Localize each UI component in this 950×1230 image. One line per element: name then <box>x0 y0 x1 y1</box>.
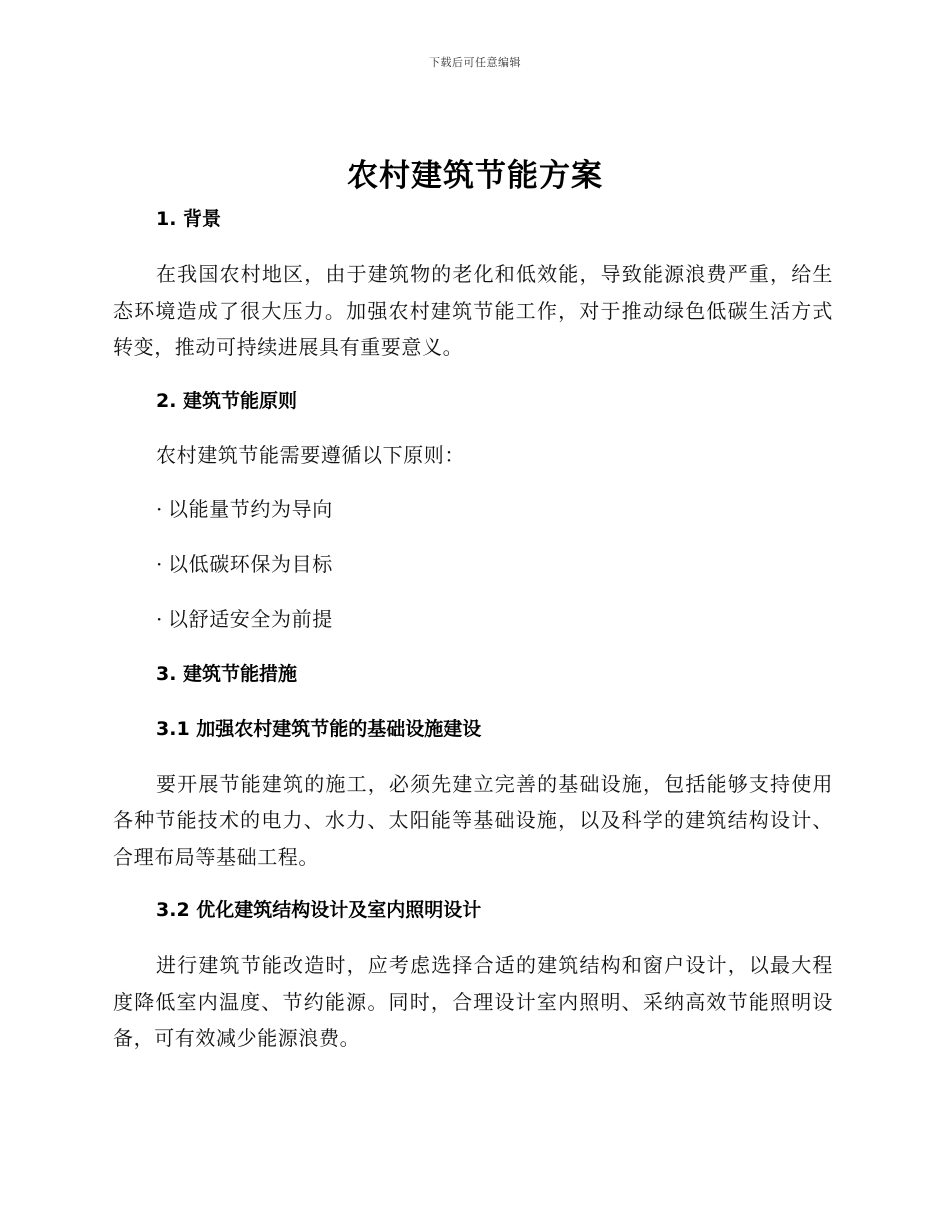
bullet-item <box>113 549 833 579</box>
bullet-dot-icon: · <box>156 496 163 521</box>
bullet-dot-icon: · <box>156 551 163 576</box>
section-3-2-paragraph: 进行建筑节能改造时，应考虑选择合适的建筑结构和窗户设计，以最大程度降低室内温度、节约能源。同时，合理设计室内照明、采纳高效节能照明设备，可有效减少能源浪费。 <box>113 953 833 1050</box>
header-note: 下载后可任意编辑 <box>429 56 521 69</box>
section-3-1-paragraph: 要开展节能建筑的施工，必须先建立完善的基础设施，包括能够支持使用各种节能技术的电力、水力、太阳能等基础设施，以及科学的建筑结构设计、合理布局等基础工程。 <box>113 771 833 869</box>
section-2-intro: 农村建筑节能需要遵循以下原则： <box>156 442 465 467</box>
bullet-dot-icon: · <box>156 606 163 631</box>
section-2-heading: 2. 建筑节能原则 <box>156 389 298 412</box>
bullet-item-label: 以舒适安全为前提 <box>168 606 333 631</box>
bullet-item-label: 以能量节约为导向 <box>168 496 333 521</box>
bullet-item <box>113 494 833 524</box>
bullet-item <box>113 604 833 634</box>
section-3-1-heading: 3.1 加强农村建筑节能的基础设施建设 <box>156 717 482 740</box>
section-1-paragraph: 在我国农村地区，由于建筑物的老化和低效能，导致能源浪费严重，给生态环境造成了很大压力。加强农村建筑节能工作，对于推动绿色低碳生活方式转变，推动可持续进展具有重要意义。 <box>113 262 833 359</box>
document-body <box>113 204 833 1057</box>
section-3-2-heading: 3.2 优化建筑结构设计及室内照明设计 <box>156 899 482 921</box>
section-3-heading: 3. 建筑节能措施 <box>156 662 298 685</box>
document-title: 农村建筑节能方案 <box>347 158 603 194</box>
bullet-item-label: 以低碳环保为目标 <box>168 551 333 576</box>
section-1-heading: 1. 背景 <box>156 208 222 230</box>
